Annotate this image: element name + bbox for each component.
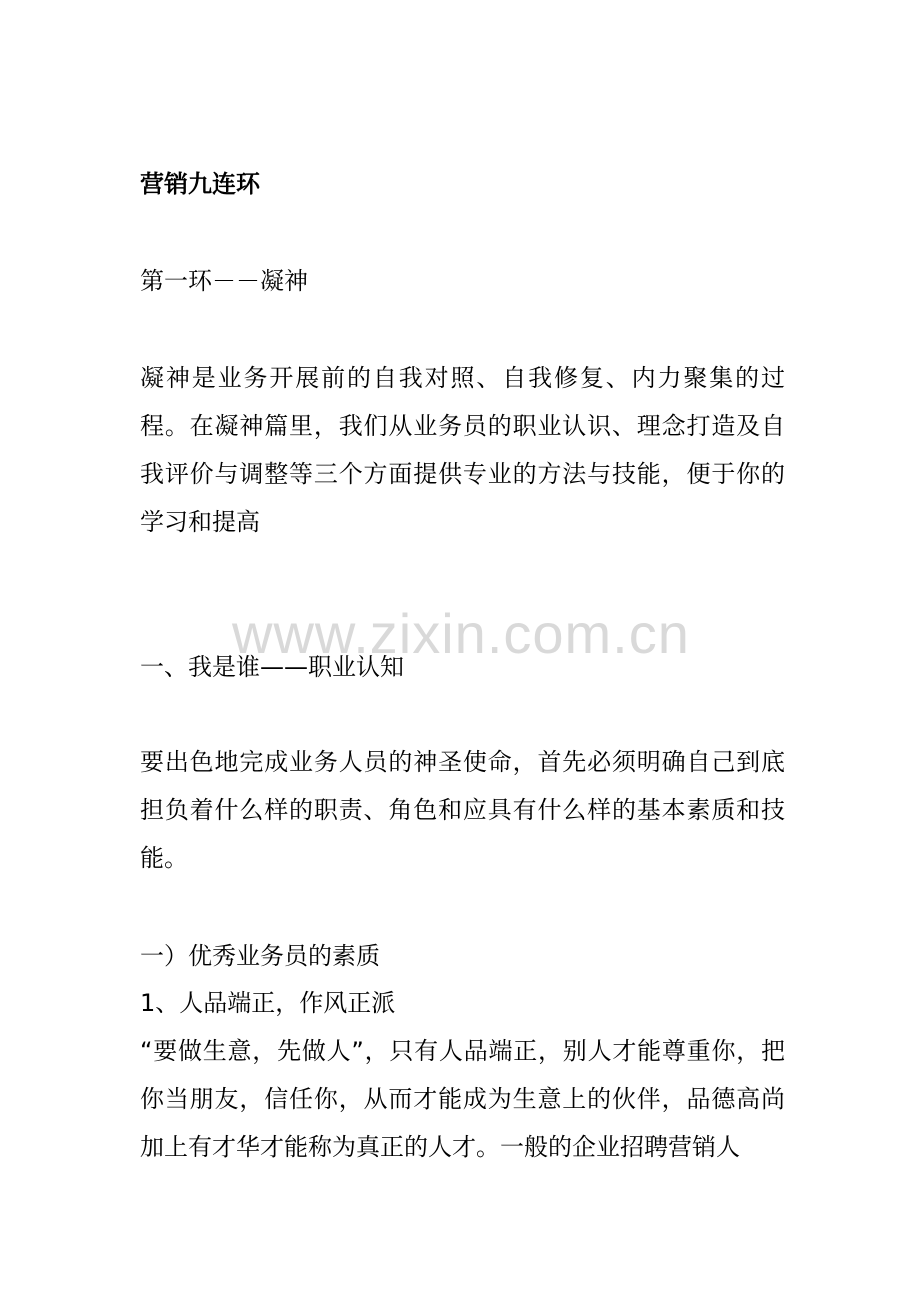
subsection-heading: 一）优秀业务员的素质 bbox=[140, 942, 380, 970]
watermark: www.zixin.com.cn bbox=[232, 602, 690, 665]
part-heading: 一、我是谁——职业认知 bbox=[140, 653, 404, 681]
part-paragraph: 要出色地完成业务人员的神圣使命，首先必须明确自己到底担负着什么样的职责、角色和应具有什么样的基本素质和技能。 bbox=[140, 748, 785, 872]
item-heading: 1、人品端正，作风正派 bbox=[140, 989, 396, 1017]
document-title: 营销九连环 bbox=[140, 170, 260, 198]
section-heading: 第一环－－凝神 bbox=[140, 267, 308, 295]
intro-paragraph: 凝神是业务开展前的自我对照、自我修复、内力聚集的过程。在凝神篇里，我们从业务员的职业认识、理念打造及自我评价与调整等三个方面提供专业的方法与技能，便于你的学习和提高 bbox=[140, 364, 785, 536]
item-paragraph: “要做生意，先做人”，只有人品端正，别人才能尊重你，把你当朋友，信任你，从而才能成为生意上的伙伴，品德高尚加上有才华才能称为真正的人才。一般的企业招聘营销人 bbox=[140, 1037, 785, 1161]
